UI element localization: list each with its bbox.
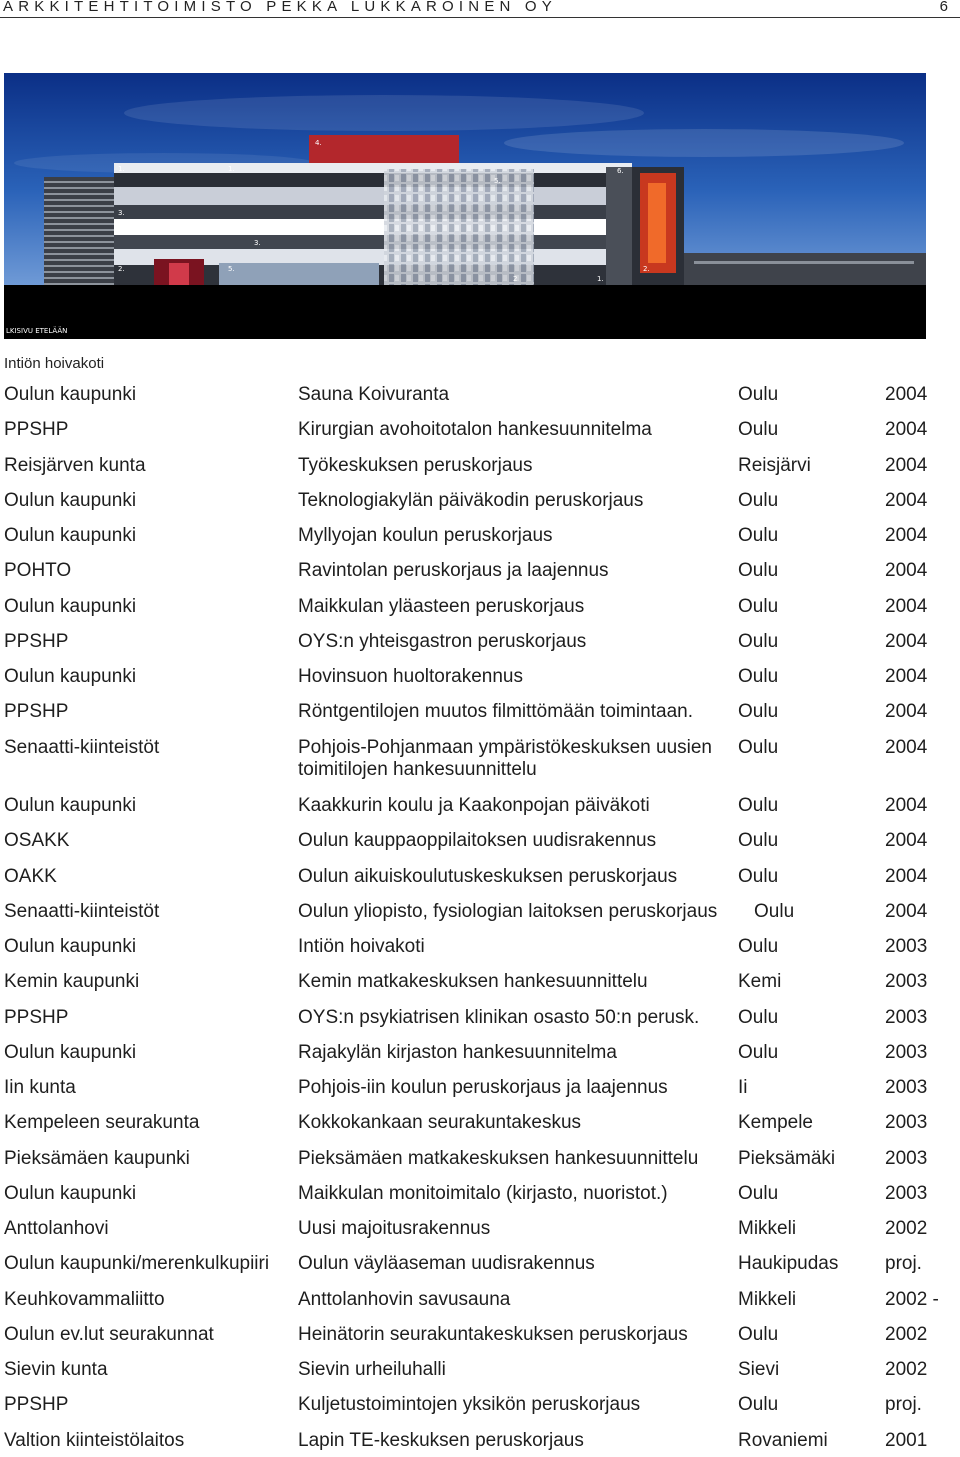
project-year: 2002 <box>885 1323 928 1345</box>
project-row <box>4 1069 960 1104</box>
firm-name: ARKKITEHTITOIMISTO PEKKA LUKKAROINEN OY <box>3 0 557 15</box>
project-row <box>4 1281 960 1316</box>
header-rule <box>0 17 960 18</box>
project-year: 2004 <box>885 525 928 546</box>
project-year: 2004 <box>885 454 928 476</box>
project-city: Oulu <box>754 900 795 922</box>
project-client: Oulun kaupunki <box>4 795 137 817</box>
project-client: Reisjärven kunta <box>4 454 146 476</box>
project-city: Oulu <box>738 595 779 617</box>
svg-text:4.: 4. <box>315 139 322 147</box>
project-row <box>4 482 960 517</box>
project-year: 2004 <box>885 419 928 441</box>
project-client: Oulun kaupunki <box>4 525 137 546</box>
project-city: Kemi <box>738 971 782 993</box>
project-client: PPSHP <box>4 630 69 652</box>
project-row <box>4 411 960 446</box>
project-row <box>4 1386 960 1421</box>
project-city: Rovaniemi <box>738 1429 828 1451</box>
page-number: 6 <box>939 0 948 15</box>
project-row <box>4 858 960 893</box>
project-city: Oulu <box>738 1323 779 1345</box>
project-year: 2002 <box>885 1359 928 1381</box>
project-client: PPSHP <box>4 1006 69 1028</box>
project-name: Lapin TE-keskuksen peruskorjaus <box>298 1429 584 1451</box>
project-name: Oulun aikuiskoulutuskeskuksen peruskorjaus <box>298 865 678 887</box>
project-name: Intiön hoivakoti <box>298 936 425 958</box>
project-year: 2002 - <box>885 1288 939 1310</box>
project-row <box>4 1034 960 1069</box>
project-row <box>4 963 960 998</box>
project-year: 2004 <box>885 595 928 617</box>
project-client: Senaatti-kiinteistöt <box>4 900 160 922</box>
project-client: POHTO <box>4 560 72 582</box>
project-client: Oulun kaupunki <box>4 936 137 958</box>
project-city: Oulu <box>738 666 779 687</box>
project-city: Oulu <box>738 560 779 582</box>
project-year: 2004 <box>885 666 928 687</box>
project-client: Oulun kaupunki <box>4 595 137 617</box>
project-client: PPSHP <box>4 701 69 723</box>
project-city: Oulu <box>738 419 779 441</box>
project-name: Uusi majoitusrakennus <box>298 1218 491 1240</box>
project-client: Kemin kaupunki <box>4 971 140 993</box>
project-list <box>4 376 960 1457</box>
project-city: Ii <box>738 1077 748 1099</box>
project-row <box>4 658 960 693</box>
project-client: Anttolanhovi <box>4 1218 109 1240</box>
project-city: Oulu <box>738 795 779 817</box>
glazed-facade <box>384 169 534 285</box>
project-city: Mikkeli <box>738 1288 797 1310</box>
rooftop-volume <box>309 135 459 165</box>
project-row <box>4 1422 960 1457</box>
project-name: Heinätorin seurakuntakeskuksen peruskorjaus <box>298 1323 688 1345</box>
project-city: Sievi <box>738 1359 780 1381</box>
project-year: 2003 <box>885 1182 928 1204</box>
project-client: Oulun kaupunki <box>4 489 137 511</box>
project-name: Röntgentilojen muutos filmittömään toimintaan. <box>298 701 693 723</box>
project-city: Oulu <box>738 736 779 758</box>
project-name: Oulun väyläaseman uudisrakennus <box>298 1253 595 1275</box>
project-name: Työkeskuksen peruskorjaus <box>298 454 533 476</box>
project-client: Iin kunta <box>4 1077 76 1099</box>
project-client: Senaatti-kiinteistöt <box>4 736 160 758</box>
project-city: Oulu <box>738 1006 779 1028</box>
page-header <box>0 0 960 18</box>
project-name: Anttolanhovin savusauna <box>298 1288 511 1310</box>
project-row <box>4 623 960 658</box>
project-row <box>4 893 960 928</box>
project-city: Reisjärvi <box>738 454 811 476</box>
project-client: Pieksämäen kaupunki <box>4 1147 190 1169</box>
project-city: Oulu <box>738 630 779 652</box>
project-name: OYS:n yhteisgastron peruskorjaus <box>298 630 587 652</box>
facade-elevation-image <box>4 73 926 339</box>
project-city: Mikkeli <box>738 1218 797 1240</box>
project-year: 2003 <box>885 1041 928 1063</box>
project-year: 2003 <box>885 1077 928 1099</box>
project-name: Kokkokankaan seurakuntakeskus <box>298 1112 582 1134</box>
project-client: Oulun kaupunki <box>4 666 137 687</box>
svg-text:1.: 1. <box>228 165 235 173</box>
project-row <box>4 1351 960 1386</box>
project-row <box>4 376 960 411</box>
project-name: Maikkulan yläasteen peruskorjaus <box>298 595 585 617</box>
svg-text:5.: 5. <box>228 265 235 273</box>
project-row <box>4 1140 960 1175</box>
project-year: 2003 <box>885 1147 928 1169</box>
ground-band <box>4 285 926 339</box>
project-name: Oulun kauppaoppilaitoksen uudisrakennus <box>298 830 657 852</box>
project-row <box>4 1245 960 1280</box>
project-client: Valtion kiinteistölaitos <box>4 1429 185 1451</box>
project-name: OYS:n psykiatrisen klinikan osasto 50:n perusk. <box>298 1006 700 1028</box>
project-city: Oulu <box>738 1041 779 1063</box>
project-name: Kuljetustoimintojen yksikön peruskorjaus <box>298 1394 641 1416</box>
project-name: Kemin matkakeskuksen hankesuunnittelu <box>298 971 648 993</box>
project-row <box>4 787 960 822</box>
project-row <box>4 822 960 857</box>
project-year: 2002 <box>885 1218 928 1240</box>
project-client: PPSHP <box>4 1394 69 1416</box>
project-client: Oulun ev.lut seurakunnat <box>4 1323 214 1345</box>
project-year: 2004 <box>885 900 928 922</box>
project-year: proj. <box>885 1394 922 1416</box>
project-row <box>4 552 960 587</box>
project-city: Oulu <box>738 1394 779 1416</box>
project-row <box>4 693 960 728</box>
project-client: Kempeleen seurakunta <box>4 1112 200 1134</box>
project-name: Kirurgian avohoitotalon hankesuunnitelma <box>298 419 652 441</box>
project-client: Oulun kaupunki <box>4 1041 137 1063</box>
project-row <box>4 729 960 788</box>
project-city: Oulu <box>738 525 779 546</box>
project-client: Oulun kaupunki/merenkulkupiiri <box>4 1253 270 1275</box>
project-year: 2004 <box>885 384 928 405</box>
svg-text:2: 2 <box>513 275 518 283</box>
project-year: 2004 <box>885 489 928 511</box>
project-client: Sievin kunta <box>4 1359 108 1381</box>
project-client: PPSHP <box>4 419 69 441</box>
project-row <box>4 1316 960 1351</box>
project-year: 2001 <box>885 1429 928 1451</box>
project-city: Oulu <box>738 1182 779 1204</box>
project-city: Pieksämäki <box>738 1147 836 1169</box>
project-year: 2004 <box>885 630 928 652</box>
project-client: OAKK <box>4 865 57 887</box>
project-city: Kempele <box>738 1112 813 1134</box>
project-name: Kaakkurin koulu ja Kaakonpojan päiväkoti <box>298 795 650 817</box>
project-year: proj. <box>885 1253 922 1275</box>
svg-text:5.: 5. <box>494 177 501 185</box>
project-year: 2004 <box>885 560 928 582</box>
project-name: Pohjois-iin koulun peruskorjaus ja laajennus <box>298 1077 668 1099</box>
project-year: 2003 <box>885 936 928 958</box>
elevation-label: LKISIVU ETELÄÄN <box>6 327 68 335</box>
project-city: Oulu <box>738 701 779 723</box>
svg-text:6.: 6. <box>617 167 624 175</box>
project-city: Oulu <box>738 489 779 511</box>
project-city: Oulu <box>738 384 779 405</box>
svg-text:3.: 3. <box>254 239 261 247</box>
svg-text:1.: 1. <box>118 165 125 173</box>
project-year: 2003 <box>885 1112 928 1134</box>
project-year: 2004 <box>885 701 928 723</box>
svg-text:3.: 3. <box>118 209 125 217</box>
project-year: 2004 <box>885 830 928 852</box>
side-louvre-wall <box>44 177 114 285</box>
project-client: Oulun kaupunki <box>4 384 137 405</box>
project-city: Oulu <box>738 865 779 887</box>
project-name: Myllyojan koulun peruskorjaus <box>298 525 553 546</box>
image-caption: Intiön hoivakoti <box>4 355 105 372</box>
project-name: Pohjois-Pohjanmaan ympäristökeskuksen uusien toimitilojen hankesuunnittelu <box>298 736 713 780</box>
project-client: Keuhkovammaliitto <box>4 1288 165 1310</box>
project-row <box>4 447 960 482</box>
project-row <box>4 517 960 552</box>
svg-text:2.: 2. <box>643 265 650 273</box>
project-name: Hovinsuon huoltorakennus <box>298 666 523 687</box>
project-row <box>4 1104 960 1139</box>
project-year: 2004 <box>885 795 928 817</box>
project-client: OSAKK <box>4 830 70 852</box>
project-year: 2003 <box>885 971 928 993</box>
project-name: Oulun yliopisto, fysiologian laitoksen peruskorjaus <box>298 900 718 922</box>
project-year: 2003 <box>885 1006 928 1028</box>
project-name: Rajakylän kirjaston hankesuunnitelma <box>298 1041 617 1063</box>
project-year: 2004 <box>885 736 928 758</box>
svg-text:1.: 1. <box>597 275 604 283</box>
project-row <box>4 1210 960 1245</box>
project-year: 2004 <box>885 865 928 887</box>
project-city: Oulu <box>738 936 779 958</box>
svg-text:2.: 2. <box>118 265 125 273</box>
project-name: Sievin urheiluhalli <box>298 1359 446 1381</box>
facade-elevation-drawing <box>4 73 926 339</box>
project-row <box>4 1175 960 1210</box>
project-client: Oulun kaupunki <box>4 1182 137 1204</box>
project-name: Maikkulan monitoimitalo (kirjasto, nuoristot.) <box>298 1182 668 1204</box>
project-row <box>4 928 960 963</box>
project-city: Haukipudas <box>738 1253 839 1275</box>
project-row <box>4 999 960 1034</box>
project-row <box>4 588 960 623</box>
project-name: Sauna Koivuranta <box>298 384 450 405</box>
project-name: Pieksämäen matkakeskuksen hankesuunnittelu <box>298 1147 699 1169</box>
project-city: Oulu <box>738 830 779 852</box>
project-name: Ravintolan peruskorjaus ja laajennus <box>298 560 609 582</box>
project-name: Teknologiakylän päiväkodin peruskorjaus <box>298 489 644 511</box>
